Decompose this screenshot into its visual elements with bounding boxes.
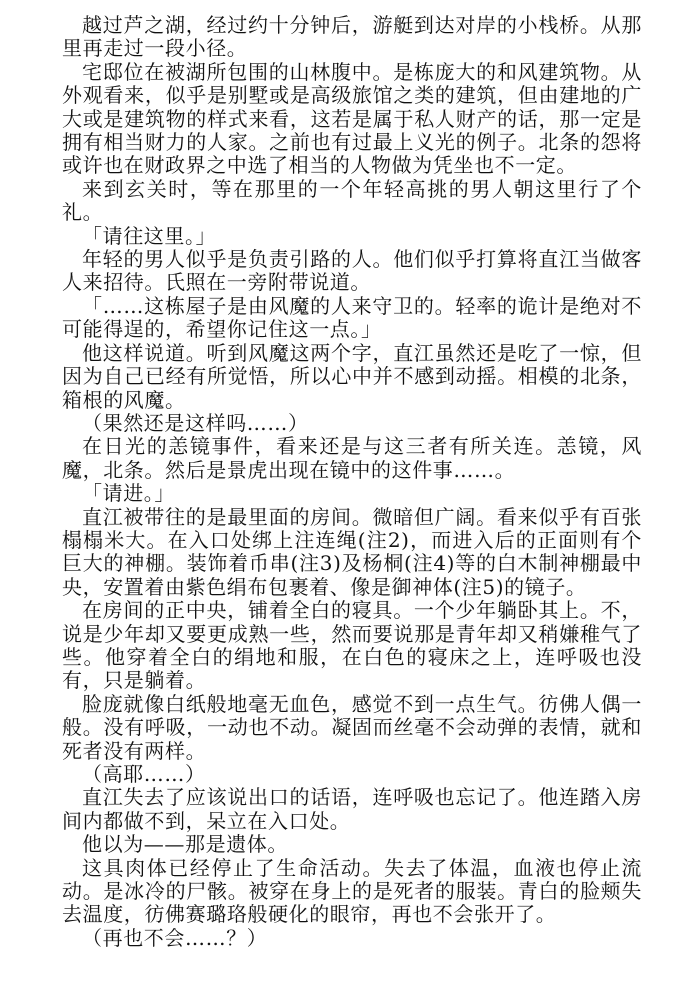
- paragraph: 直江失去了应该说出口的话语，连呼吸也忘记了。他连踏入房间内都做不到，呆立在入口处。: [62, 785, 642, 833]
- paragraph: 在房间的正中央，铺着全白的寝具。一个少年躺卧其上。不，说是少年却又要更成熟一些，然而要说那是青年却又稍嫌稚气了些。他穿着全白的绢地和服，在白色的寝床之上，连呼吸也没有，只是躺着。: [62, 598, 642, 693]
- dialogue-line: 「请往这里。」: [82, 223, 217, 248]
- paragraph: 越过芦之湖，经过约十分钟后，游艇到达对岸的小栈桥。从那里再走过一段小径。: [62, 13, 642, 61]
- paragraph: 宅邸位在被湖所包围的山林腹中。是栋庞大的和风建筑物。从外观看来，似乎是别墅或是高级旅馆之类的建筑，但由建地的广大或是建筑物的样式来看，这若是属于私人财产的话，那一定是拥有相当财力的人家。之前也有过最上义光的例子。北条的怨将或许也在财政界之中选了相当的人物做为凭坐也不一定。: [62, 59, 642, 178]
- paragraph: 在日光的恙镜事件，看来还是与这三者有所关连。恙镜，风魔，北条。然后是景虎出现在镜中的这件事……。: [62, 434, 642, 482]
- inner-thought: （果然还是这样吗……）: [82, 410, 309, 435]
- document-body: [62, 14, 642, 950]
- inner-thought: （再也不会……？）: [82, 925, 268, 950]
- paragraph: 这具肉体已经停止了生命活动。失去了体温，血液也停止流动。是冰冷的尸骸。被穿在身上的是死者的服装。青白的脸颊失去温度，彷佛赛璐珞般硬化的眼帘，再也不会张开了。: [62, 855, 642, 927]
- paragraph: 脸庞就像白纸般地毫无血色，感觉不到一点生气。彷佛人偶一般。没有呼吸，一动也不动。凝固而丝毫不会动弹的表情，就和死者没有两样。: [62, 691, 642, 763]
- inner-thought: （高耶……）: [82, 762, 206, 786]
- paragraph: 他以为——那是遗体。: [82, 832, 288, 857]
- paragraph: 直江被带往的是最里面的房间。微暗但广阔。看来似乎有百张榻榻米大。在入口处绑上注连绳(注2)，而进入后的正面则有个巨大的神棚。装饰着币串(注3)及杨桐(注4)等的白木制神棚最中央，安置着由紫色绢布包裹着、像是御神体(注5)的镜子。: [62, 504, 642, 599]
- paragraph: 他这样说道。听到风魔这两个字，直江虽然还是吃了一惊，但因为自己已经有所觉悟，所以心中并不感到动摇。相模的北条，箱根的风魔。: [62, 340, 642, 412]
- paragraph: 年轻的男人似乎是负责引路的人。他们似乎打算将直江当做客人来招待。氏照在一旁附带说道。: [62, 247, 642, 295]
- dialogue-line: 「请进。」: [82, 481, 175, 506]
- paragraph: 来到玄关时，等在那里的一个年轻高挑的男人朝这里行了个礼。: [62, 176, 642, 225]
- dialogue-line: 「……这栋屋子是由风魔的人来守卫的。轻率的诡计是绝对不可能得逞的，希望你记住这一点。」: [62, 293, 642, 342]
